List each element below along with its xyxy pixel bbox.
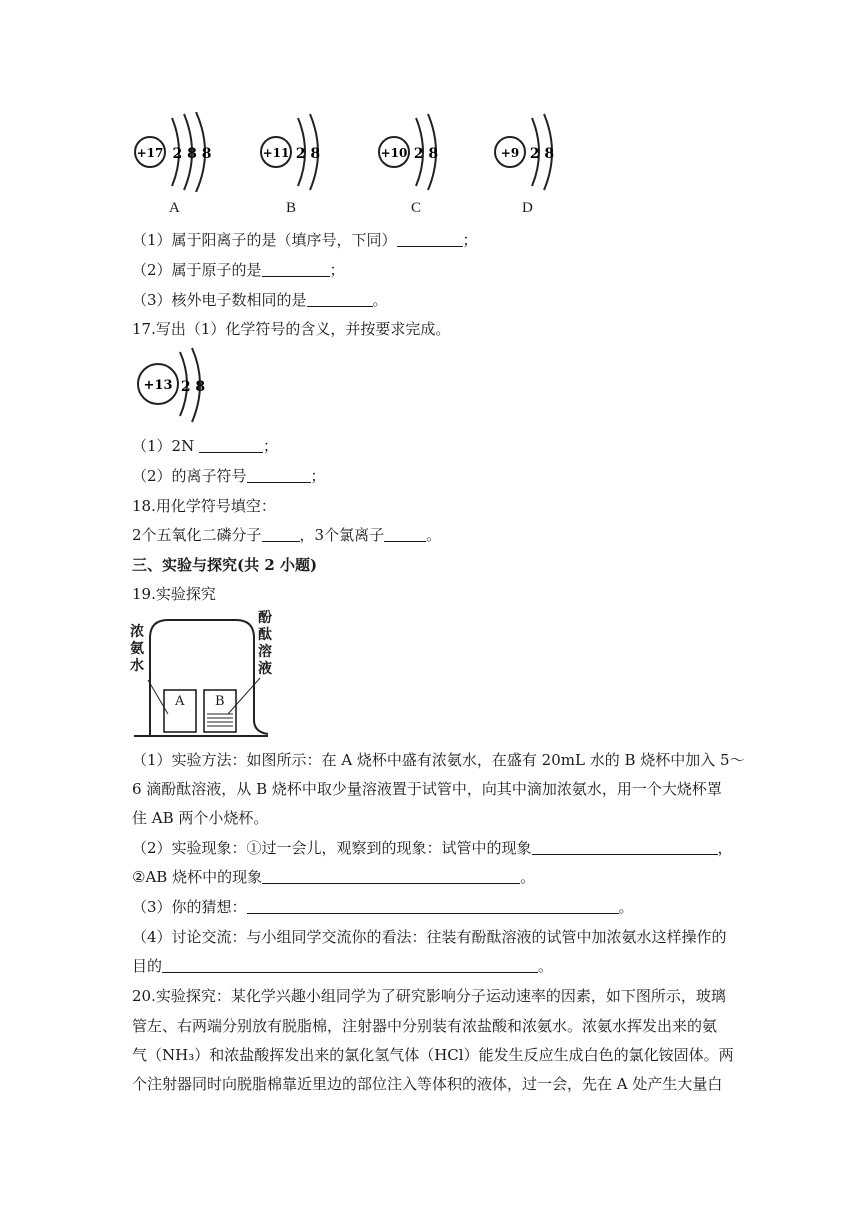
q20-l3: 气（NH₃）和浓盐酸挥发出来的氯化氢气体（HCl）能发生反应生成白色的氯化铵固体。两 (132, 1046, 734, 1064)
answer-blank[interactable] (199, 438, 263, 453)
q18-fill: 2个五氧化二磷分子 ，3个氯离子 。 (132, 526, 442, 544)
bell-jar-diagram (128, 610, 268, 740)
atom-label-b: B (286, 200, 297, 216)
svg-text:2 8: 2 8 (295, 146, 321, 162)
answer-blank[interactable] (532, 840, 718, 855)
q19-p3: （3）你的猜想： 。 (132, 898, 634, 916)
answer-blank[interactable] (262, 527, 300, 542)
svg-text:2 8 8: 2 8 8 (172, 146, 212, 162)
q20-l2: 管左、右两端分别放有脱脂棉，注射器中分别装有浓盐酸和浓氨水。浓氨水挥发出来的氨 (132, 1017, 718, 1035)
beaker-b-label: B (215, 694, 225, 709)
svg-text:+10: +10 (380, 146, 408, 160)
answer-blank[interactable] (307, 292, 373, 307)
svg-text:2 8: 2 8 (529, 146, 555, 162)
section-heading: 三、实验与探究(共 2 小题) (132, 556, 318, 574)
atom-label-c: C (411, 200, 422, 216)
q19-figure (128, 610, 272, 740)
q20-l4: 个注射器同时向脱脂棉靠近里边的部位注入等体积的液体，过一会，先在 A 处产生大量白 (132, 1075, 723, 1093)
q16-sub3: （3）核外电子数相同的是 。 (132, 291, 388, 309)
answer-blank[interactable] (247, 899, 619, 914)
answer-blank[interactable] (384, 527, 426, 542)
atom-diagram-c (376, 112, 466, 192)
svg-text:2 8: 2 8 (413, 146, 439, 162)
ammonia-label: 浓氨水 (130, 624, 144, 674)
atom-diagram-al (136, 346, 216, 426)
q19-p4-l1: （4）讨论交流：与小组同学交流你的看法：往装有酚酞溶液的试管中加浓氨水这样操作的 (132, 928, 727, 946)
answer-blank[interactable] (162, 958, 538, 973)
q20-l1: 20.实验探究：某化学兴趣小组同学为了研究影响分子运动速率的因素，如下图所示，玻璃 (132, 987, 726, 1005)
svg-text:2 8: 2 8 (180, 379, 206, 395)
q19-p2-l2: ②AB 烧杯中的现象 。 (132, 868, 536, 886)
q19-p1-l3: 住 AB 两个小烧杯。 (132, 809, 269, 827)
q19-p1-l2: 6 滴酚酞溶液，从 B 烧杯中取少量溶液置于试管中，向其中滴加浓氨水，用一个大烧杯罩 (132, 780, 722, 798)
answer-blank[interactable] (262, 869, 520, 884)
q19-p2-l1: （2）实验现象：①过一会儿，观察到的现象：试管中的现象 ， (132, 839, 733, 857)
q17-sub2: （2）的离子符号 ； (132, 467, 326, 485)
atom-label-d: D (522, 200, 533, 216)
answer-blank[interactable] (247, 468, 311, 483)
q16-sub2: （2）属于原子的是 ； (132, 261, 345, 279)
answer-blank[interactable] (397, 232, 463, 247)
q17-sub1: （1）2N ； (132, 437, 278, 455)
svg-text:+9: +9 (500, 146, 520, 160)
q19-title: 19.实验探究 (132, 585, 216, 603)
phenolphthalein-label: 酚酞溶液 (258, 610, 272, 677)
atom-diagram-b (258, 112, 348, 192)
q18-title: 18.用化学符号填空： (132, 497, 276, 515)
atom-diagram-d (492, 112, 582, 192)
answer-blank[interactable] (262, 262, 330, 277)
atom-label-a: A (169, 200, 180, 216)
svg-text:+17: +17 (136, 146, 164, 160)
beaker-a-label: A (175, 694, 185, 709)
svg-text:+11: +11 (262, 146, 290, 160)
q19-p4-l2: 目的 。 (132, 957, 554, 975)
atom-diagram-a (132, 112, 222, 192)
svg-text:+13: +13 (143, 378, 173, 393)
q16-sub1: （1）属于阳离子的是（填序号，下同） ； (132, 231, 478, 249)
q19-p1-l1: （1）实验方法：如图所示：在 A 烧杯中盛有浓氨水，在盛有 20mL 水的 B 烧杯中加入 5～ (132, 751, 745, 769)
q17-title: 17.写出（1）化学符号的含义，并按要求完成。 (132, 320, 451, 338)
